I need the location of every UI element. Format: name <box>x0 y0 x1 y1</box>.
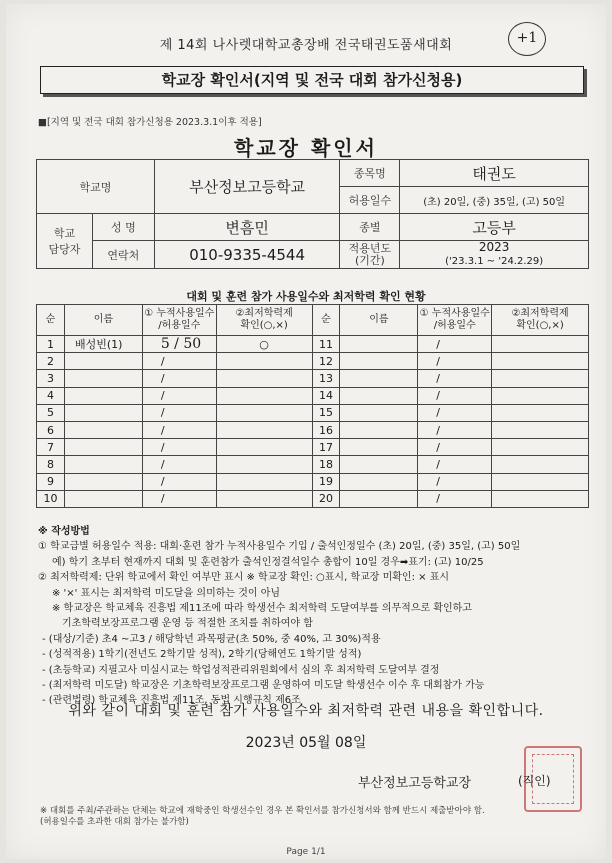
manager-label <box>37 214 93 269</box>
form-note: ■[지역 및 전국 대회 참가신청용 2023.3.1이후 적용] <box>38 117 262 128</box>
row-acad <box>492 421 589 438</box>
row-acad <box>216 456 312 473</box>
row-days: / <box>418 439 492 456</box>
row-name <box>340 473 418 490</box>
row-no: 11 <box>312 336 340 353</box>
table-row <box>37 353 589 370</box>
row-name: 배성빈(1) <box>64 336 142 353</box>
col-days-line2: /허용일수 <box>158 320 201 331</box>
row-no: 10 <box>37 490 65 507</box>
table-row <box>37 370 589 387</box>
row-name <box>64 353 142 370</box>
row-name <box>340 336 418 353</box>
row-acad <box>492 336 589 353</box>
event-value: 태권도 <box>400 160 589 187</box>
row-name <box>340 439 418 456</box>
row-acad <box>216 473 312 490</box>
row-acad <box>492 473 589 490</box>
row-days: / <box>418 456 492 473</box>
row-days: / <box>142 421 216 438</box>
row-acad: ○ <box>216 336 312 353</box>
manager-label-line1: 학교 <box>53 227 76 240</box>
allowed-label: 허용일수 <box>340 187 400 214</box>
bottom-note-line1: ※ 대회를 주최/주관하는 단체는 학교에 재학중인 학생선수인 경우 본 확인서를 참가신청서와 함께 반드시 제출받아야 함. <box>40 806 485 816</box>
row-days: / <box>142 456 216 473</box>
row-no: 3 <box>37 370 65 387</box>
col-acad <box>216 305 312 336</box>
year-label-line2: (기간) <box>354 253 385 267</box>
row-acad <box>492 353 589 370</box>
row-acad <box>492 456 589 473</box>
row-acad <box>216 387 312 404</box>
col-days-line1: ① 누적사용일수 <box>144 308 215 319</box>
row-days: / <box>142 404 216 421</box>
class-label: 종별 <box>340 214 400 241</box>
row-no: 20 <box>312 490 340 507</box>
row-name <box>64 421 142 438</box>
row-acad <box>216 490 312 507</box>
contact-label: 연락처 <box>92 241 154 269</box>
row-no: 12 <box>312 353 340 370</box>
col-no: 순 <box>312 305 340 336</box>
note-line: ※ '×' 표시는 최저학력 미도달을 의미하는 것이 아님 <box>52 587 281 599</box>
row-no: 13 <box>312 370 340 387</box>
note-line: - (초등학교) 지필고사 미실시교는 학업성적관리위원회에서 심의 후 최저학력 도달여부 결정 <box>42 664 440 676</box>
row-days: / <box>418 387 492 404</box>
class-value: 고등부 <box>400 214 589 241</box>
row-name <box>340 404 418 421</box>
row-acad <box>216 353 312 370</box>
row-days: / <box>418 473 492 490</box>
bottom-note-line2: (허용일수를 초과한 대회 참가는 불가함) <box>40 817 189 827</box>
year-label <box>340 241 400 269</box>
note-line: - (성적적용) 1학기(전년도 2학기말 성적), 2학기(당해연도 1학기말 성적) <box>42 649 362 661</box>
row-no: 1 <box>37 336 65 353</box>
col-acad-line1: ②최저학력제 <box>235 308 293 319</box>
document-page <box>6 4 606 859</box>
main-title: 학교장 확인서 <box>234 136 378 160</box>
info-table <box>36 159 589 269</box>
page-number: Page 1/1 <box>286 847 326 857</box>
note-line: - (관련법령) 학교체육 진흥법 제11조, 동법 시행규칙 제6조 <box>42 695 301 707</box>
list-title: 대회 및 훈련 참가 사용일수와 최저학력 확인 현황 <box>186 290 426 303</box>
instructions <box>38 524 598 709</box>
row-days: / <box>142 353 216 370</box>
row-days: / <box>142 490 216 507</box>
row-no: 18 <box>312 456 340 473</box>
row-no: 8 <box>37 456 65 473</box>
note-line: ② 최저학력제: 단위 학교에서 확인 여부만 표시 ※ 학교장 확인: ○표시, 학교장 미확인: × 표시 <box>38 572 450 584</box>
year-cell <box>400 241 589 269</box>
school-value: 부산정보고등학교 <box>154 160 340 214</box>
handwritten-mark: +1 <box>508 22 546 56</box>
row-no: 19 <box>312 473 340 490</box>
note-line: ① 학교급별 허용일수 적용: 대회·훈련 참가 누적사용일수 기입 / 출석인정일수 (초) 20일, (중) 35일, (고) 50일 <box>38 541 521 553</box>
manager-label-line2: 담당자 <box>48 243 81 256</box>
row-no: 9 <box>37 473 65 490</box>
row-acad <box>216 370 312 387</box>
row-name <box>64 370 142 387</box>
table-row <box>37 387 589 404</box>
row-acad <box>492 370 589 387</box>
row-days: 5 / 50 <box>142 336 216 353</box>
col-days-line2: /허용일수 <box>433 320 476 331</box>
row-acad <box>492 490 589 507</box>
row-name <box>340 370 418 387</box>
year-label-line1: 적용년도 <box>348 241 392 255</box>
col-name: 이름 <box>340 305 418 336</box>
year-value: 2023 <box>478 240 510 254</box>
row-no: 15 <box>312 404 340 421</box>
bottom-note <box>40 806 600 828</box>
note-line: ※ 학교장은 학교체육 진흥법 제11조에 따라 학생선수 최저학력 도달여부를 의무적으로 확인하고 <box>52 603 472 615</box>
seal-label: (직인) <box>518 774 551 788</box>
principal-name: 부산정보고등학교장 <box>358 776 472 791</box>
row-days: / <box>142 387 216 404</box>
row-days: / <box>142 370 216 387</box>
row-acad <box>216 439 312 456</box>
row-name <box>64 439 142 456</box>
row-name <box>340 353 418 370</box>
note-line: 예) 학기 초부터 현재까지 대회 및 훈련참가 출석인정결석일수 총합이 10일 경우➡표기: (고) 10/25 <box>52 556 484 568</box>
row-name <box>340 490 418 507</box>
col-days <box>418 305 492 336</box>
allowed-value: (초) 20일, (중) 35일, (고) 50일 <box>400 187 589 214</box>
table-row <box>37 404 589 421</box>
row-name <box>64 387 142 404</box>
notes-heading: ※ 작성방법 <box>38 526 90 537</box>
event-title: 제 14회 나사렛대학교총장배 전국태권도품새대회 <box>159 38 453 53</box>
confirm-statement: 위와 같이 대회 및 훈련 참가 사용일수와 최저학력 관련 내용을 확인합니다. <box>68 703 544 719</box>
row-no: 6 <box>37 421 65 438</box>
row-no: 7 <box>37 439 65 456</box>
col-acad-line2: 확인(○,×) <box>516 320 564 331</box>
col-days-line1: ① 누적사용일수 <box>419 308 490 319</box>
row-name <box>64 404 142 421</box>
note-line: - (대상/기준) 초4 ~고3 / 해당학년 과목평균(초 50%, 중 40%, 고 30%)적용 <box>42 633 381 645</box>
row-name <box>64 490 142 507</box>
row-name <box>340 456 418 473</box>
row-acad <box>492 439 589 456</box>
row-no: 14 <box>312 387 340 404</box>
name-label: 성 명 <box>92 214 154 241</box>
row-no: 16 <box>312 421 340 438</box>
form-title: 학교장 확인서(지역 및 전국 대회 참가신청용) <box>40 66 584 94</box>
sign-date: 2023년 05월 08일 <box>245 735 367 751</box>
table-row <box>37 439 589 456</box>
row-acad <box>216 421 312 438</box>
col-acad <box>492 305 589 336</box>
col-no: 순 <box>37 305 65 336</box>
row-no: 2 <box>37 353 65 370</box>
col-acad-line2: 확인(○,×) <box>240 320 288 331</box>
col-days <box>142 305 216 336</box>
table-row <box>37 336 589 353</box>
row-no: 17 <box>312 439 340 456</box>
row-name <box>340 387 418 404</box>
table-row <box>37 456 589 473</box>
row-no: 4 <box>37 387 65 404</box>
row-days: / <box>418 490 492 507</box>
row-name <box>340 421 418 438</box>
event-label: 종목명 <box>340 160 400 187</box>
participant-table <box>36 304 589 508</box>
col-name: 이름 <box>64 305 142 336</box>
note-line: 기초학력보장프로그램 운영 등 적절한 조치를 취하여야 함 <box>62 618 313 630</box>
row-name <box>64 456 142 473</box>
row-name <box>64 473 142 490</box>
table-row <box>37 473 589 490</box>
row-days: / <box>142 439 216 456</box>
row-no: 5 <box>37 404 65 421</box>
table-row <box>37 421 589 438</box>
row-days: / <box>418 336 492 353</box>
table-row <box>37 490 589 507</box>
note-line: - (최저학력 미도달) 학교장은 기초학력보장프로그램 운영하여 미도달 학생선수 이수 후 대회참가 가능 <box>42 680 485 692</box>
col-acad-line1: ②최저학력제 <box>511 308 569 319</box>
name-value: 변흠민 <box>154 214 340 241</box>
row-days: / <box>418 353 492 370</box>
row-acad <box>492 404 589 421</box>
row-days: / <box>418 421 492 438</box>
row-days: / <box>418 370 492 387</box>
row-acad <box>216 404 312 421</box>
school-label: 학교명 <box>37 160 155 214</box>
row-days: / <box>142 473 216 490</box>
year-period: ('23.3.1 ~ '24.2.29) <box>445 256 544 267</box>
row-acad <box>492 387 589 404</box>
contact-value: 010-9335-4544 <box>154 241 340 269</box>
row-days: / <box>418 404 492 421</box>
